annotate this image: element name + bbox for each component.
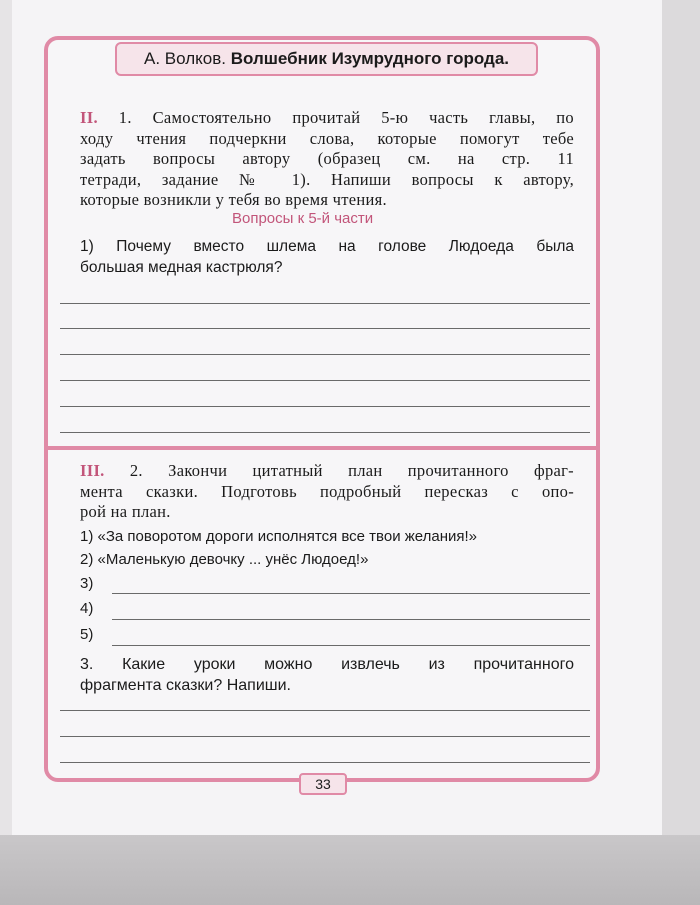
answer-line[interactable] xyxy=(60,762,590,763)
task-2-text xyxy=(80,461,574,523)
plan-answer-line-3[interactable] xyxy=(112,593,590,594)
answer-line[interactable] xyxy=(60,328,590,329)
task-2-line: мента сказки. Подготовь подробный пересказ с опо- xyxy=(80,481,574,501)
task-1-line: задать вопросы автору (образец см. на стр. 11 xyxy=(80,149,574,168)
answer-line[interactable] xyxy=(60,406,590,407)
task-1-line: II. 1. Самостоятельно прочитай 5-ю часть главы, по xyxy=(80,108,574,127)
plan-item-5: 5) xyxy=(80,626,94,643)
task-1-line: тетради, задание № 1). Напиши вопросы к автору, xyxy=(80,169,574,189)
page-number: 33 xyxy=(299,773,347,795)
questions-subtitle: Вопросы к 5-й части xyxy=(232,210,374,227)
question-1-line: 1) Почему вместо шлема на голове Людоеда была xyxy=(80,238,574,255)
task-2-line: рой на план. xyxy=(80,502,171,521)
scan-edge xyxy=(662,0,700,835)
plan-item-4: 4) xyxy=(80,600,94,617)
answer-line[interactable] xyxy=(60,736,590,737)
plan-item-1: 1) «За поворотом дороги исполнятся все твои желания!» xyxy=(80,528,478,545)
section-divider xyxy=(44,446,600,450)
answer-line[interactable] xyxy=(60,303,590,304)
answer-line[interactable] xyxy=(60,710,590,711)
section-2-number: II. xyxy=(80,108,98,127)
task-3-text xyxy=(80,654,574,696)
task-1-text xyxy=(80,108,574,211)
task-3-line: 3. Какие уроки можно извлечь из прочитанного xyxy=(80,656,574,673)
question-1 xyxy=(80,236,574,278)
page-title xyxy=(115,42,538,76)
title-book: Волшебник Изумрудного города. xyxy=(230,49,509,68)
task-1-line: которые возникли у тебя во время чтения. xyxy=(80,190,387,209)
answer-line[interactable] xyxy=(60,354,590,355)
scan-bottom-band xyxy=(0,835,700,905)
answer-line[interactable] xyxy=(60,432,590,433)
answer-line[interactable] xyxy=(60,380,590,381)
title-author: А. Волков. xyxy=(144,49,226,68)
task-1-line: ходу чтения подчеркни слова, которые помогут тебе xyxy=(80,128,574,148)
section-3-number: III. xyxy=(80,461,105,480)
plan-item-2: 2) «Маленькую девочку ... унёс Людоед!» xyxy=(80,551,369,568)
plan-answer-line-4[interactable] xyxy=(112,619,590,620)
task-3-line: фрагмента сказки? Напиши. xyxy=(80,677,291,694)
task-2-line: III. 2. Закончи цитатный план прочитанного фраг- xyxy=(80,461,574,480)
plan-answer-line-5[interactable] xyxy=(112,645,590,646)
plan-item-3: 3) xyxy=(80,575,94,592)
question-1-line: большая медная кастрюля? xyxy=(80,259,283,276)
